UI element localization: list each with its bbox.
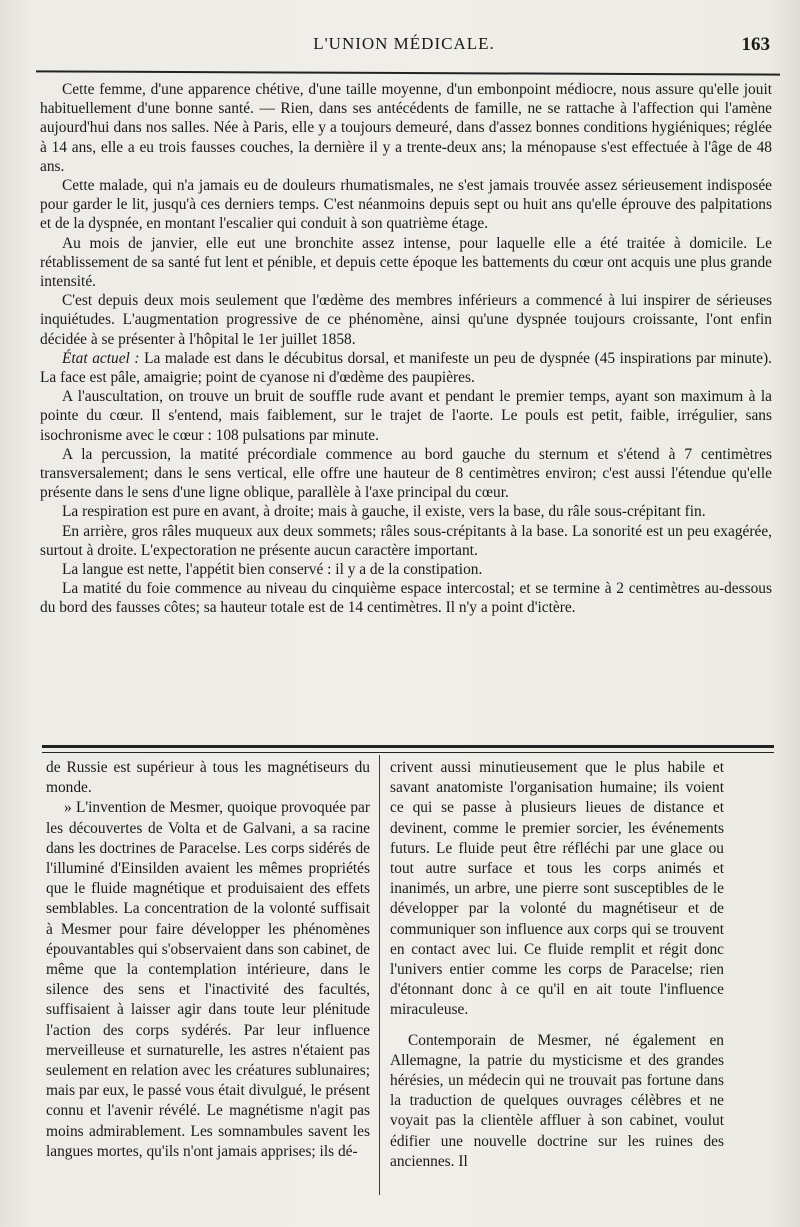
paragraph: C'est depuis deux mois seulement que l'œdème des membres inférieurs a commencé à lui inspirer de sérieuses inquiétudes. L'augmentation progressive de ce phénomène, ainsi qu'une dyspnée toujours croissante, l'ont enfin décidée à se présenter à l'hôpital le 1er juillet 1858. <box>40 292 772 348</box>
paragraph: Au mois de janvier, elle eut une bronchite assez intense, pour laquelle elle a été traitée à domicile. Le rétablissement de sa santé fut lent et pénible, et depuis cette époque les battements du cœur ont acquis une plus grande intensité. <box>40 234 772 291</box>
feuilleton-separator <box>42 745 774 753</box>
etat-actuel-text: La malade est dans le décubitus dorsal, et manifeste un peu de dyspnée (45 inspirations par minute). La face est pâle, amaigrie; point de cyanose ni d'œdème des paupières. <box>40 349 772 387</box>
paragraph: Cette femme, d'une apparence chétive, d'une taille moyenne, d'un embonpoint médiocre, nous assure qu'elle jouit habituellement d'une bonne santé. — Rien, dans ses antécédents de famille, ne se rattache à l'affection qui l'amène aujourd'hui dans nos salles. Née à Paris, elle y a toujours demeuré, dans d'assez bonnes conditions hygiéniques; réglée à 14 ans, elle a eu trois fausses couches, la dernière il y a trente-deux ans; la ménopause s'est effectuée à l'âge de 48 ans. <box>40 81 772 175</box>
paragraph: La matité du foie commence au niveau du cinquième espace intercostal; et se termine à 2 centimètres au-dessous du bord des fausses côtes; sa hauteur totale est de 14 centimètres. Il n'y a point d'ictère. <box>40 580 772 617</box>
column-divider <box>379 755 380 1195</box>
paragraph: Cette malade, qui n'a jamais eu de douleurs rhumatismales, ne s'est jamais trouvée assez sérieusement indisposée pour garder le lit, jusqu'à ces derniers temps. C'est néanmoins depuis sept ou huit ans qu'elle éprouve des palpitations et de la dyspnée, en montant l'escalier qui conduit à son quatrième étage. <box>40 177 772 233</box>
paragraph: A la percussion, la matité précordiale commence au bord gauche du sternum et s'étend à 7 centimètres transversalement; dans le sens vertical, elle offre une hauteur de 8 centimètres environ; c'est aussi l'étendue qu'elle présente dans le sens d'une ligne oblique, parallèle à l'axe principal du cœur. <box>40 445 772 502</box>
paragraph: Contemporain de Mesmer, né également en Allemagne, la patrie du mysticisme et des grandes hérésies, un médecin qui ne trouvait pas fortune dans la traduction de quelques ouvrages célèbres et ne voyait pas la clientèle affluer à son cabinet, voulut édifier une nouvelle doctrine sur les ruines des anciennes. Il <box>390 1031 724 1170</box>
page-header <box>30 34 778 74</box>
paragraph: La respiration est pure en avant, à droite; mais à gauche, il existe, vers la base, du râle sous-crépitant fin. <box>62 503 706 521</box>
feuilleton-right-column <box>390 758 724 1172</box>
feuilleton-left-column <box>46 758 370 1162</box>
paragraph: » L'invention de Mesmer, quoique provoquée par les découvertes de Volta et de Galvani, a sa racine dans les doctrines de Paracelse. Les corps sidérés de l'illuminé d'Einsilden avaient les mêmes propriétés que le fluide magnétique et produisaient des effets semblables. La concentration de la volonté suffisait à Mesmer pour faire développer les phénomènes épouvantables qui s'observaient dans son cabinet, de même que la contemplation intérieure, dans le silence des sens et l'inactivité des facultés, suffisaient à laisser agir dans toute leur plénitude l'action des corps sydérés. Par leur influence merveilleuse et surnaturelle, les astres n'étaient pas seulement en relation avec les créatures sublunaires; mais par eux, le passé vous était divulgué, le présent connu et l'avenir révélé. Le magnétisme n'agit pas moins admirablement. Les somnambules savent les langues mortes, qu'ils n'ont jamais apprises; ils dé- <box>46 799 370 1160</box>
clinical-observation <box>40 80 772 618</box>
page-number: 163 <box>741 34 770 55</box>
etat-actuel-label: État actuel : <box>62 349 140 367</box>
paragraph: A l'auscultation, on trouve un bruit de souffle rude avant et pendant le premier temps, ayant son maximum à la pointe du cœur. Il s'entend, mais faiblement, sur le trajet de l'aorte. Le pouls est petit, faible, irrégulier, sans isochronisme avec le cœur : 108 pulsations par minute. <box>40 388 772 444</box>
paragraph: La langue est nette, l'appétit bien conservé : il y a de la constipation. <box>62 561 483 579</box>
etat-actuel-paragraph <box>40 349 772 387</box>
paragraph: crivent aussi minutieusement que le plus habile et savant anatomiste l'organisation humaine; ils voient ce qui se passe à plusieurs lieues de distance et devinent, comme le premier sorcier, les événements futurs. Le fluide peut être réfléchi par une glace ou tout autre surface et tous les corps animés et inanimés, un arbre, une pierre sont susceptibles de le développer par la volonté du magnétiseur et de communiquer son influence aux corps qui se trouvent en contact avec lui. Ce fluide remplit et régit donc l'univers entier comme les corps de Paracelse; rien d'étonnant donc à ce qu'il en ait toute l'influence miraculeuse. <box>390 759 724 1019</box>
running-title: L'UNION MÉDICALE. <box>313 34 495 53</box>
paragraph: En arrière, gros râles muqueux aux deux sommets; râles sous-crépitants à la base. La sonorité est un peu exagérée, surtout à droite. L'expectoration ne présente aucun caractère important. <box>40 522 772 559</box>
paragraph-gap <box>390 1021 724 1031</box>
paragraph: de Russie est supérieur à tous les magnétiseurs du monde. <box>46 759 370 797</box>
